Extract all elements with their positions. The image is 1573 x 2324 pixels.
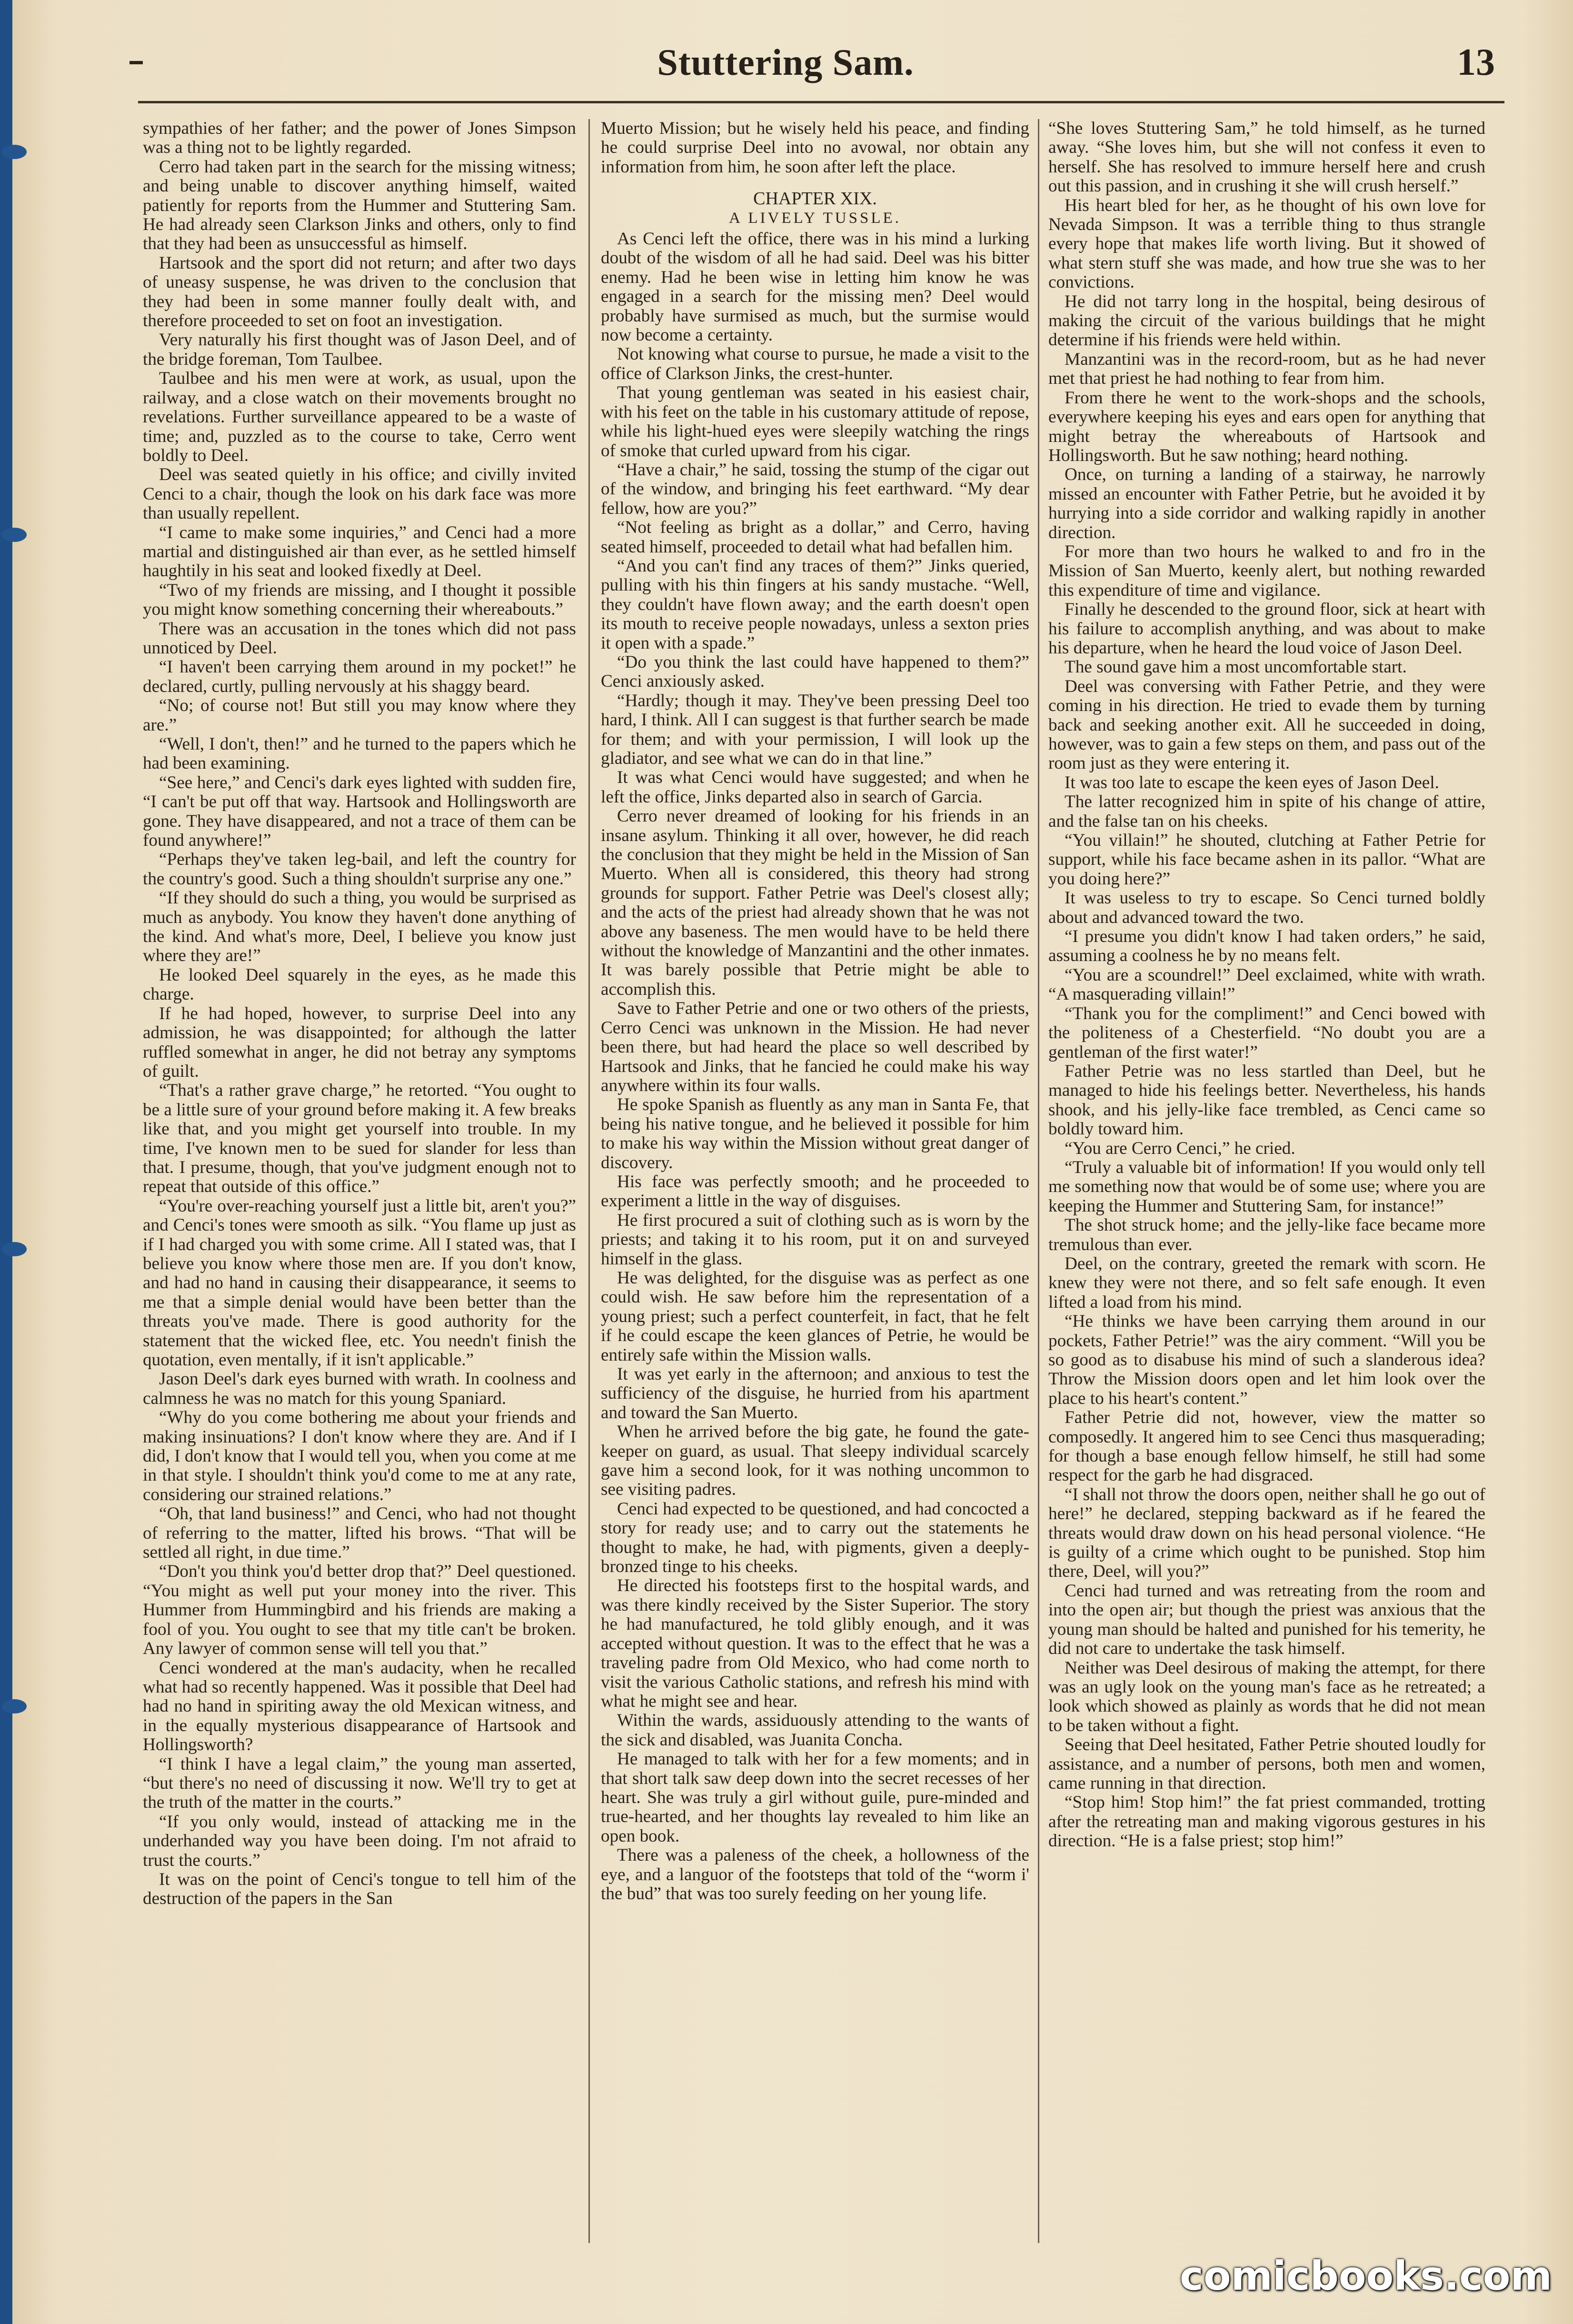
paragraph: “See here,” and Cenci's dark eyes lighted with sudden fire, “I can't be put off that way. Hartsook and Hollingsworth are gone. They have disappeared, and not a trace of them can be found anywhere!” xyxy=(143,772,576,851)
paragraph: He looked Deel squarely in the eyes, as he made this charge. xyxy=(143,965,576,1004)
paragraph: Cenci had expected to be questioned, and had concocted a story for ready use; and to carry out the statements he thought to make, he had, with pigments, given a deeply-bronzed tinge to his cheeks. xyxy=(601,1499,1029,1577)
column-divider xyxy=(1038,119,1039,2243)
paragraph: Deel, on the contrary, greeted the remark with scorn. He knew they were not there, and so felt safe enough. It even lifted a load from his mind. xyxy=(1048,1253,1485,1312)
paragraph: “If they should do such a thing, you would be surprised as much as anybody. You know they haven't done anything of the kind. And what's more, Deel, I believe you know just where they are!” xyxy=(143,888,576,966)
paragraph: Father Petrie was no less startled than Deel, but he managed to hide his feelings better. Nevertheless, his hands shook, and his jelly-like face trembled, as Cenci came so boldly toward him. xyxy=(1048,1061,1485,1139)
paragraph: For more than two hours he walked to and fro in the Mission of San Muerto, keenly alert, but nothing rewarded this expenditure of time and vigilance. xyxy=(1048,541,1485,600)
column-divider xyxy=(588,119,590,2243)
paragraph: Not knowing what course to pursue, he made a visit to the office of Clarkson Jinks, the crest-hunter. xyxy=(601,344,1029,383)
paragraph: “No; of course not! But still you may know where they are.” xyxy=(143,696,576,735)
chapter-subtitle: A LIVELY TUSSLE. xyxy=(729,209,901,227)
header-dash xyxy=(129,61,143,64)
paragraph: “Truly a valuable bit of information! If you would only tell me something now that would be of some use; where you are keeping the Hummer and Stuttering Sam, for instance!” xyxy=(1048,1157,1485,1216)
paragraph: Cenci wondered at the man's audacity, when he recalled what had so recently happened. Was it possible that Deel had had no hand in spiriting away the old Mexican witness, and in the equally mysterious disappearance of Hartsook and Hollingsworth? xyxy=(143,1658,576,1755)
paragraph: Deel was seated quietly in his office; and civilly invited Cenci to a chair, though the look on his dark face was more than usually repellent. xyxy=(143,465,576,523)
paragraph: The latter recognized him in spite of his change of attire, and the false tan on his cheeks. xyxy=(1048,792,1485,831)
binding-staple xyxy=(2,528,27,542)
paragraph: Cerro had taken part in the search for the missing witness; and being unable to discover anything himself, waited patiently for reports from the Hummer and Stuttering Sam. He had already seen Clarkson Jinks and others, only to find that they had been as unsuccessful as himself. xyxy=(143,157,576,254)
paragraph: It was too late to escape the keen eyes of Jason Deel. xyxy=(1065,772,1439,792)
paragraph: “You villain!” he shouted, clutching at Father Petrie for support, while his face became ashen in its pallor. “What are you doing here?” xyxy=(1048,831,1485,889)
paragraph: Manzantini was in the record-room, but as he had never met that priest he had nothing to fear from him. xyxy=(1048,349,1485,389)
paragraph: “Don't you think you'd better drop that?” Deel questioned. “You might as well put your money into the river. This Hummer from Hummingbird and his friends are making a fool of you. You ought to see that my title can't be broken. Any lawyer of common sense will tell you that.” xyxy=(143,1562,576,1659)
paragraph: It was useless to try to escape. So Cenci turned boldly about and advanced toward the two. xyxy=(1048,888,1485,927)
paragraph: Neither was Deel desirous of making the attempt, for there was an ugly look on the young man's face as he retreated; a look which showed as plainly as words that he did not mean to be taken without a fight. xyxy=(1048,1658,1485,1735)
paragraph: He did not tarry long in the hospital, being desirous of making the circuit of the various buildings that he might determine if his friends were held within. xyxy=(1048,291,1485,350)
paragraph: Cerro never dreamed of looking for his friends in an insane asylum. Thinking it all over, however, he did reach the conclusion that they might be held in the Mission of San Muerto. When all is considered, this theory had strong grounds for support. Father Petrie was Deel's closest ally; and the acts of the priest had already shown that he was not above any baseness. The men would have to be held there without the knowledge of Manzantini and the other inmates. It was barely possible that Petrie might be able to accomplish this. xyxy=(601,806,1029,999)
paragraph: When he arrived before the big gate, he found the gate-keeper on guard, as usual. That sleepy individual scarcely gave him a second look, for it was nothing uncommon to see visiting padres. xyxy=(601,1422,1029,1500)
paragraph: “You are a scoundrel!” Deel exclaimed, white with wrath. “A masquerading villain!” xyxy=(1048,965,1485,1004)
paragraph: “You're over-reaching yourself just a little bit, aren't you?” and Cenci's tones were smooth as silk. “You flame up just as if I had charged you with some crime. All I stated was, that I believe you know where those men are. If you don't know, and had no hand in causing their disappearance, it seems to me that a simple denial would have been better than the threats you've made. There is good authority for the statement that the wicked flee, etc. You needn't finish the quotation, even mentally, if it isn't applicable.” xyxy=(143,1196,576,1370)
paragraph: Once, on turning a landing of a stairway, he narrowly missed an encounter with Father Petrie, but he avoided it by hurrying into a side corridor and walking rapidly in another direction. xyxy=(1048,465,1485,542)
paragraph: Within the wards, assiduously attending to the wants of the sick and disabled, was Juanita Concha. xyxy=(601,1711,1029,1750)
paragraph: Save to Father Petrie and one or two others of the priests, Cerro Cenci was unknown in the Mission. He had never been there, but had heard the place so well described by Hartsook and Jinks, that he fancied he could make his way anywhere within its four walls. xyxy=(601,999,1029,1095)
paragraph: There was an accusation in the tones which did not pass unnoticed by Deel. xyxy=(143,619,576,658)
text-column-1 xyxy=(143,119,576,2243)
paragraph: “You are Cerro Cenci,” he cried. xyxy=(1065,1138,1295,1158)
paragraph: “Hardly; though it may. They've been pressing Deel too hard, I think. All I can suggest is that further search be made for them; and with your permission, I will look up the gladiator, and see what we can do in that line.” xyxy=(601,691,1029,768)
paragraph: His heart bled for her, as he thought of his own love for Nevada Simpson. It was a terrible thing to thus strangle every hope that makes life worth living. But it showed of what stern stuff she was made, and how true she was to her convictions. xyxy=(1048,195,1485,292)
paragraph: “Have a chair,” he said, tossing the stump of the cigar out of the window, and bringing his feet earthward. “My dear fellow, how are you?” xyxy=(601,460,1029,518)
paragraph: “Stop him! Stop him!” the fat priest commanded, trotting after the retreating man and making vigorous gestures in his direction. “He is a false priest; stop him!” xyxy=(1048,1793,1485,1851)
paragraph: It was yet early in the afternoon; and anxious to test the sufficiency of the disguise, he hurried from his apartment and toward the San Muerto. xyxy=(601,1364,1029,1422)
paragraph: As Cenci left the office, there was in his mind a lurking doubt of the wisdom of all he had said. Deel was his bitter enemy. Had he been wise in letting him know he was engaged in a search for the missing men? Deel would probably have surmised as much, but the surmise would now become a certainty. xyxy=(601,229,1029,345)
paragraph: It was what Cenci would have suggested; and when he left the office, Jinks departed also in search of Garcia. xyxy=(601,768,1029,807)
paragraph: “He thinks we have been carrying them around in our pockets, Father Petrie!” was the airy comment. “Will you be so good as to disabuse his mind of such a slanderous idea? Throw the Mission doors open and let him look over the place to his heart's content.” xyxy=(1048,1312,1485,1408)
paragraph: Taulbee and his men were at work, as usual, upon the railway, and a close watch on their movements brought no revelations. Further surveillance appeared to be a waste of time; and, puzzled as to the course to take, Cerro went boldly to Deel. xyxy=(143,369,576,465)
paragraph: He spoke Spanish as fluently as any man in Santa Fe, that being his native tongue, and he believed it possible for him to make his way within the Mission without great danger of discovery. xyxy=(601,1095,1029,1172)
header-rule xyxy=(138,101,1504,103)
paragraph: His face was perfectly smooth; and he proceeded to experiment a little in the way of disguises. xyxy=(601,1172,1029,1211)
paragraph: It was on the point of Cenci's tongue to tell him of the destruction of the papers in the San xyxy=(143,1869,576,1909)
binding-staple xyxy=(2,1699,27,1713)
paragraph: “I think I have a legal claim,” the young man asserted, “but there's no need of discussing it now. We'll try to get at the truth of the matter in the courts.” xyxy=(143,1754,576,1813)
paragraph: “If you only would, instead of attacking me in the underhanded way you have been doing. I'm not afraid to trust the courts.” xyxy=(143,1812,576,1870)
paragraph: “I haven't been carrying them around in my pocket!” he declared, curtly, pulling nervously at his shaggy beard. xyxy=(143,657,576,696)
paragraph: Finally he descended to the ground floor, sick at heart with his failure to accomplish anything, and was about to make his departure, when he heard the loud voice of Jason Deel. xyxy=(1048,600,1485,658)
paragraph: “Why do you come bothering me about your friends and making insinuations? I don't know where they are. And if I did, I don't know that I would tell you, when you come at me in that style. I shouldn't think you'd come to me at any rate, considering our strained relations.” xyxy=(143,1408,576,1504)
paragraph: From there he went to the work-shops and the schools, everywhere keeping his eyes and ears open for anything that might betray the whereabouts of Hartsook and Hollingsworth. But he saw nothing; heard nothing. xyxy=(1048,388,1485,465)
paragraph: “I came to make some inquiries,” and Cenci had a more martial and distinguished air than ever, as he settled himself haughtily in his seat and looked fixedly at Deel. xyxy=(143,522,576,581)
paragraph: Jason Deel's dark eyes burned with wrath. In coolness and calmness he was no match for this young Spaniard. xyxy=(143,1369,576,1408)
paragraph: “She loves Stuttering Sam,” he told himself, as he turned away. “She loves him, but she will not confess it even to herself. She has resolved to immure herself here and crush out this passion, and in crushing it she will crush herself.” xyxy=(1048,119,1485,196)
paragraph: He directed his footsteps first to the hospital wards, and was there kindly received by the Sister Superior. The story he had manufactured, he told glibly enough, and it was accepted without question. It was to the effect that he was a traveling padre from Old Mexico, who had come north to visit the various Catholic stations, and refresh his mind with what he might see and hear. xyxy=(601,1576,1029,1711)
paragraph: Cenci had turned and was retreating from the room and into the open air; but though the priest was anxious that the young man should be halted and punished for his temerity, he did not care to undertake the task himself. xyxy=(1048,1581,1485,1659)
paragraph: “Well, I don't, then!” and he turned to the papers which he had been examining. xyxy=(143,734,576,773)
page-number: 13 xyxy=(1457,41,1495,83)
paragraph: “Oh, that land business!” and Cenci, who had not thought of referring to the matter, lifted his brows. “That will be settled all right, in due time.” xyxy=(143,1504,576,1563)
paragraph: He first procured a suit of clothing such as is worn by the priests; and taking it to his room, put it on and surveyed himself in the glass. xyxy=(601,1210,1029,1269)
paragraph: The sound gave him a most uncomfortable start. xyxy=(1065,657,1407,677)
paragraph: Deel was conversing with Father Petrie, and they were coming in his direction. He tried to evade them by turning back and seeking another exit. All he succeeded in doing, however, was to gain a few steps on them, and pass out of the room just as they were entering it. xyxy=(1048,676,1485,773)
binding-staple xyxy=(2,145,27,159)
paragraph: “I presume you didn't know I had taken orders,” he said, assuming a coolness he by no means felt. xyxy=(1048,927,1485,966)
paragraph: The shot struck home; and the jelly-like face became more tremulous than ever. xyxy=(1048,1215,1485,1254)
paragraph: sympathies of her father; and the power of Jones Simpson was a thing not to be lightly regarded. xyxy=(143,119,576,158)
paragraph: Muerto Mission; but he wisely held his peace, and finding he could surprise Deel into no avowal, nor obtain any information from him, he soon after left the place. xyxy=(601,119,1029,177)
binding-staple xyxy=(2,1242,27,1256)
page-title: Stuttering Sam. xyxy=(657,41,914,83)
chapter-heading: CHAPTER XIX. xyxy=(753,189,877,209)
paragraph: “Two of my friends are missing, and I thought it possible you might know something concerning their whereabouts.” xyxy=(143,580,576,620)
paragraph: “I shall not throw the doors open, neither shall he go out of here!” he declared, stepping backward as if he feared the threats would draw down on his head personal violence. “He is guilty of a crime which ought to be punished. Stop him there, Deel, will you?” xyxy=(1048,1484,1485,1582)
paragraph: Seeing that Deel hesitated, Father Petrie shouted loudly for assistance, and a number of persons, both men and women, came running in that direction. xyxy=(1048,1735,1485,1793)
paragraph: “Thank you for the compliment!” and Cenci bowed with the politeness of a Chesterfield. “No doubt you are a gentleman of the first water!” xyxy=(1048,1003,1485,1062)
paragraph: If he had hoped, however, to surprise Deel into any admission, he was disappointed; for although the latter ruffled somewhat in anger, he did not betray any symptoms of guilt. xyxy=(143,1003,576,1081)
paragraph: Very naturally his first thought was of Jason Deel, and of the bridge foreman, Tom Taulbee. xyxy=(143,330,576,369)
paragraph: He was delighted, for the disguise was as perfect as one could wish. He saw before him the representation of a young priest; such a perfect counterfeit, in fact, that he felt if he could escape the keen glances of Petrie, he would be entirely safe within the Mission walls. xyxy=(601,1268,1029,1365)
paragraph: There was a paleness of the cheek, a hollowness of the eye, and a languor of the footsteps that told of the “worm i' the bud” that was too surely feeding on her young life. xyxy=(601,1845,1029,1903)
paragraph: He managed to talk with her for a few moments; and in that short talk saw deep down into the secret recesses of her heart. She was truly a girl without guile, pure-minded and true-hearted, and her thoughts lay revealed to him like an open book. xyxy=(601,1749,1029,1846)
paragraph: Hartsook and the sport did not return; and after two days of uneasy suspense, he was driven to the conclusion that they had been in some manner foully dealt with, and therefore proceeded to set on foot an investigation. xyxy=(143,253,576,331)
text-column-3 xyxy=(1048,119,1485,2243)
paragraph: “That's a rather grave charge,” he retorted. “You ought to be a little sure of your ground before making it. A few breaks like that, and you might get yourself into trouble. In my time, I've known men to be sued for slander for less than that. I presume, though, that you've judgment enough not to repeat that outside of this office.” xyxy=(143,1081,576,1197)
watermark-logo: comicbooks.com xyxy=(1180,2253,1552,2299)
paragraph: “And you can't find any traces of them?” Jinks queried, pulling with his thin fingers at his sandy mustache. “Well, they couldn't have flown away; and the earth doesn't open its mouth to receive people nowadays, unless a sexton pries it open with a spade.” xyxy=(601,556,1029,653)
paragraph: “Perhaps they've taken leg-bail, and left the country for the country's good. Such a thing shouldn't surprise any one.” xyxy=(143,850,576,889)
paragraph: That young gentleman was seated in his easiest chair, with his feet on the table in his customary attitude of repose, while his light-hued eyes were sleepily watching the rings of smoke that curled upward from his cigar. xyxy=(601,383,1029,461)
binding-edge xyxy=(0,0,12,2324)
paragraph: Father Petrie did not, however, view the matter so composedly. It angered him to see Cenci thus masquerading; for though a base enough fellow himself, he still had some respect for the garb he had disgraced. xyxy=(1048,1408,1485,1485)
text-column-2 xyxy=(601,119,1029,2243)
paragraph: “Not feeling as bright as a dollar,” and Cerro, having seated himself, proceeded to detail what had befallen him. xyxy=(601,518,1029,557)
paragraph: “Do you think the last could have happened to them?” Cenci anxiously asked. xyxy=(601,652,1029,691)
